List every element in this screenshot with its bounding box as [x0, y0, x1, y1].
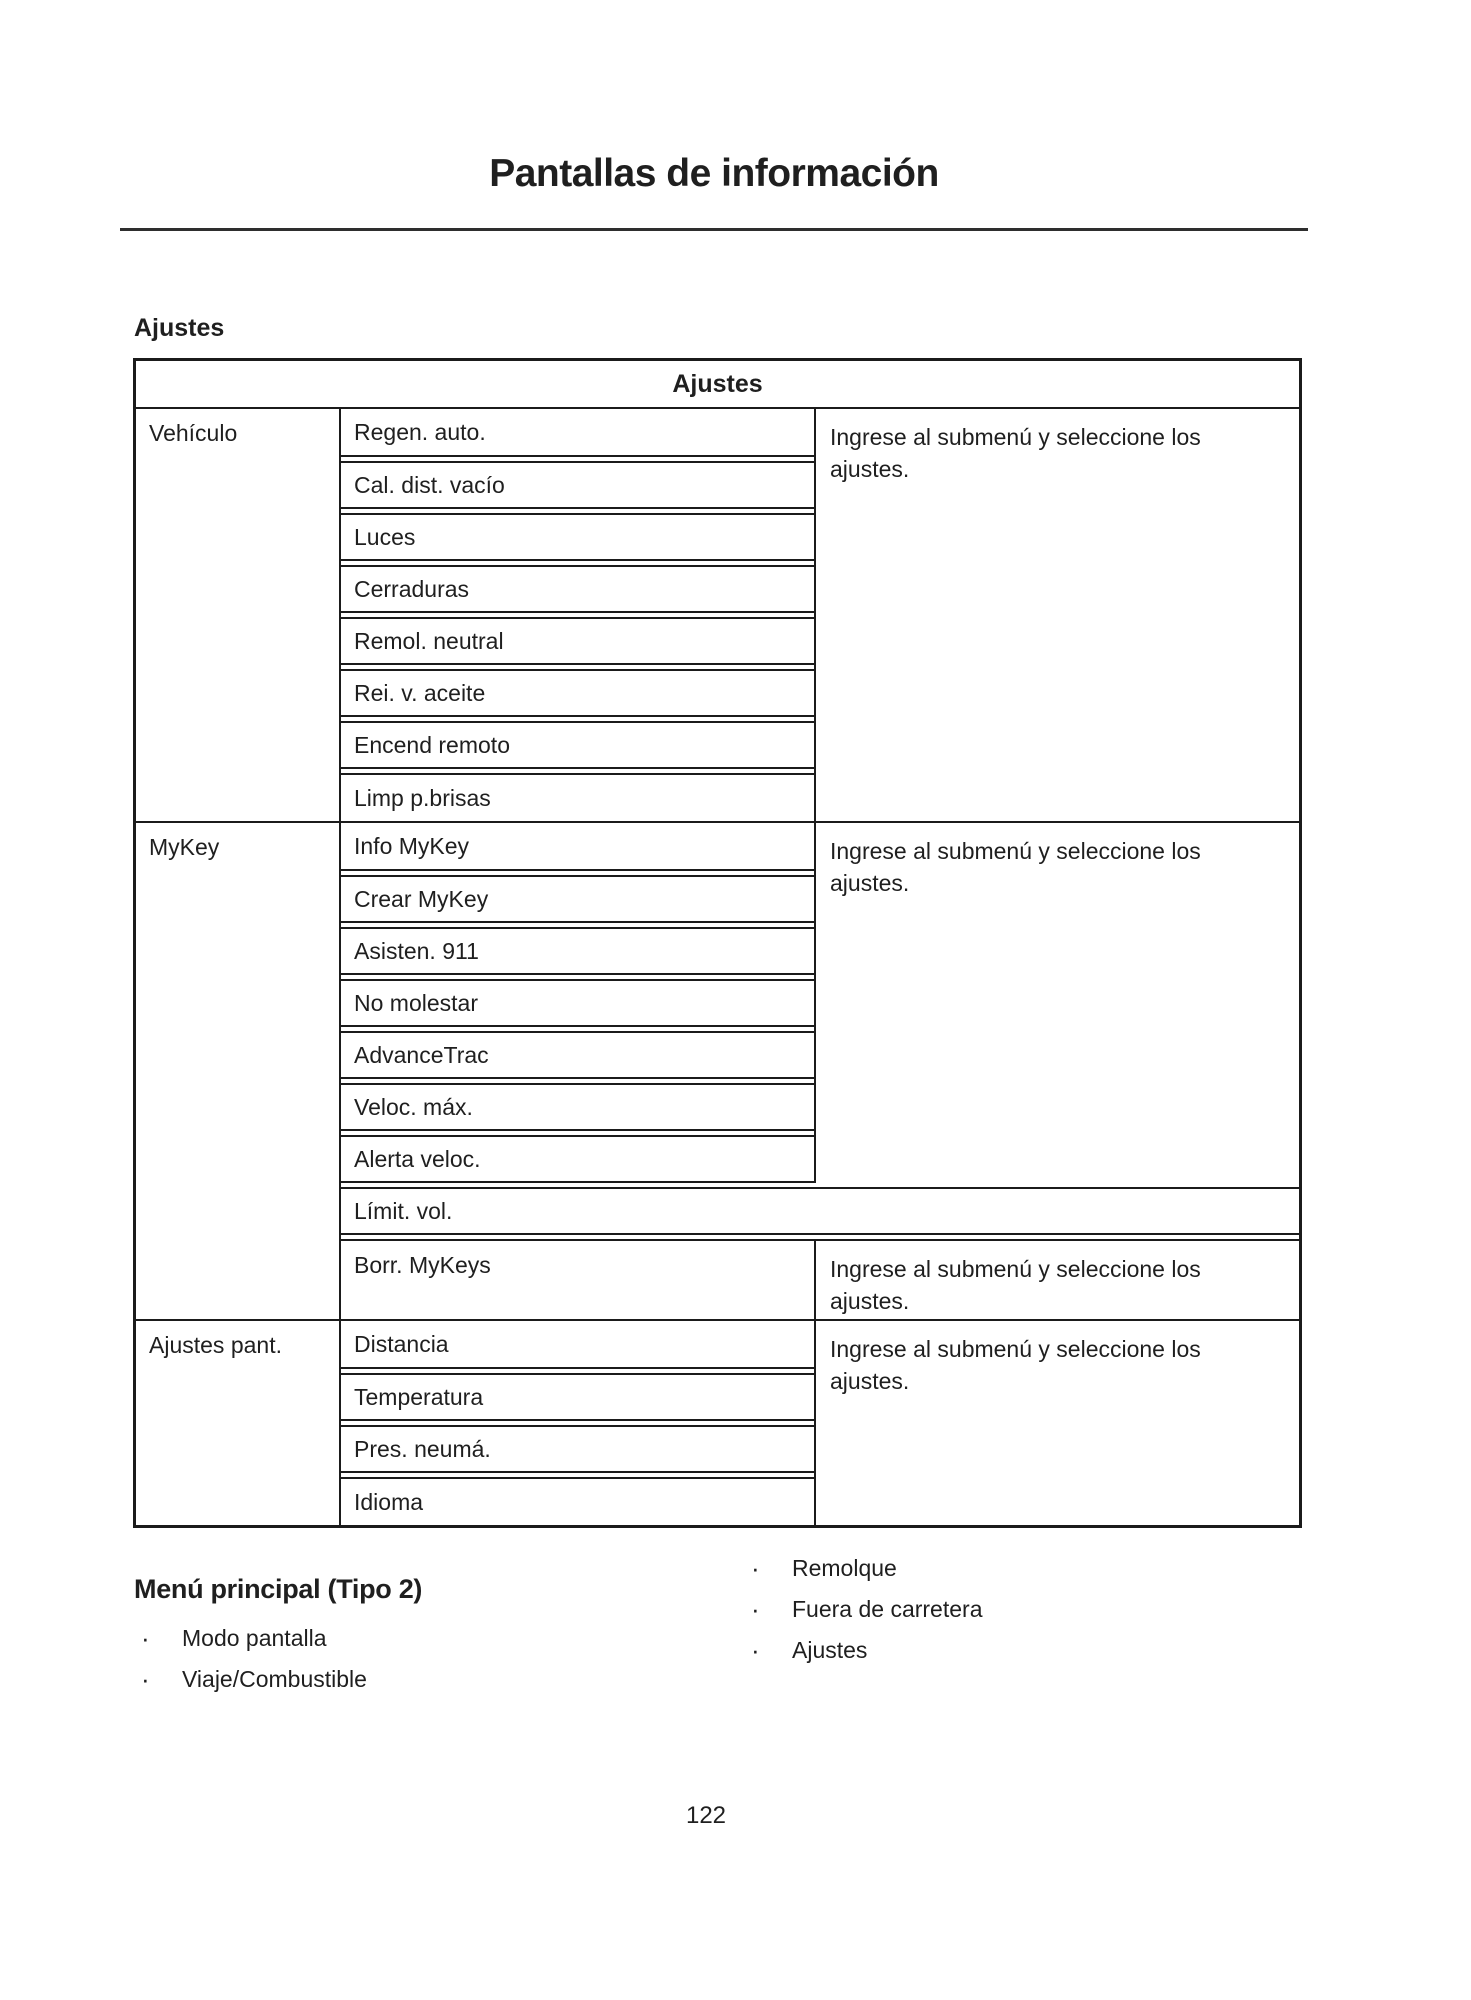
menu-item-cell: Crear MyKey: [341, 875, 814, 923]
menu-item-cell: AdvanceTrac: [341, 1031, 814, 1079]
section-heading: Ajustes: [134, 314, 225, 342]
menu-item-cell: Idioma: [341, 1477, 814, 1525]
menu-item-cell: Asisten. 911: [341, 927, 814, 975]
menu-item-cell: Borr. MyKeys: [341, 1241, 816, 1319]
bullet-icon: ·: [751, 1635, 760, 1665]
group-label: Vehículo: [136, 409, 341, 821]
menu-item-column: [341, 823, 816, 1183]
menu-heading: Menú principal (Tipo 2): [134, 1574, 423, 1604]
submenu-note: Ingrese al submenú y seleccione los ajustes.: [830, 424, 1201, 482]
menu-item-cell: Regen. auto.: [341, 409, 814, 457]
group-body: [341, 823, 1299, 1319]
bullet-icon: ·: [141, 1623, 150, 1653]
menu-item-cell: Veloc. máx.: [341, 1083, 814, 1131]
bullet-icon: ·: [141, 1664, 150, 1694]
table-group-mykey: [136, 821, 1299, 1319]
menu-item-cell: Rei. v. aceite: [341, 669, 814, 717]
list-item: [134, 1665, 367, 1693]
menu-item-cell: Temperatura: [341, 1373, 814, 1421]
menu-item-cell: Cal. dist. vacío: [341, 461, 814, 509]
menu-item-cell: Luces: [341, 513, 814, 561]
menu-item-cell: Info MyKey: [341, 823, 814, 871]
menu-item-cell: Pres. neumá.: [341, 1425, 814, 1473]
submenu-note: Ingrese al submenú y seleccione los ajustes.: [830, 838, 1201, 896]
menu-item-cell: Alerta veloc.: [341, 1135, 814, 1183]
table-header: Ajustes: [136, 361, 1299, 409]
bullet-icon: ·: [751, 1553, 760, 1583]
menu-item-cell-full-width: Límit. vol.: [341, 1187, 1299, 1235]
group-band: [341, 1239, 1299, 1319]
group-body: [341, 409, 1299, 821]
bullet-icon: ·: [751, 1594, 760, 1624]
menu-item-cell: Encend remoto: [341, 721, 814, 769]
submenu-note: Ingrese al submenú y seleccione los ajustes.: [830, 1256, 1201, 1314]
menu-list-left: [134, 1624, 367, 1706]
list-item: [744, 1554, 982, 1582]
menu-item-column: [341, 1321, 816, 1525]
page-title: Pantallas de información: [489, 152, 939, 195]
table-group-vehiculo: [136, 409, 1299, 821]
list-item-label: Remolque: [792, 1555, 897, 1581]
group-body: [341, 1321, 1299, 1525]
list-item-label: Fuera de carretera: [792, 1596, 983, 1622]
title-rule: [120, 228, 1308, 231]
table-group-ajustes-pant: [136, 1319, 1299, 1525]
menu-item-cell: Distancia: [341, 1321, 814, 1369]
page-number: 122: [685, 1802, 727, 1829]
submenu-note: Ingrese al submenú y seleccione los ajustes.: [830, 1336, 1201, 1394]
list-item: [134, 1624, 367, 1652]
list-item-label: Modo pantalla: [182, 1625, 327, 1651]
group-band: [341, 823, 1299, 1183]
menu-item-cell: No molestar: [341, 979, 814, 1027]
group-label: Ajustes pant.: [136, 1321, 341, 1525]
menu-item-cell: Limp p.brisas: [341, 773, 814, 821]
group-label: MyKey: [136, 823, 341, 1319]
menu-list-right: [744, 1554, 982, 1677]
menu-item-cell: Cerraduras: [341, 565, 814, 613]
menu-item-cell: Remol. neutral: [341, 617, 814, 665]
menu-item-column: [341, 409, 816, 821]
list-item-label: Viaje/Combustible: [182, 1666, 367, 1692]
list-item-label: Ajustes: [792, 1637, 868, 1663]
list-item: [744, 1595, 982, 1623]
list-item: [744, 1636, 982, 1664]
settings-table: [133, 358, 1302, 1528]
